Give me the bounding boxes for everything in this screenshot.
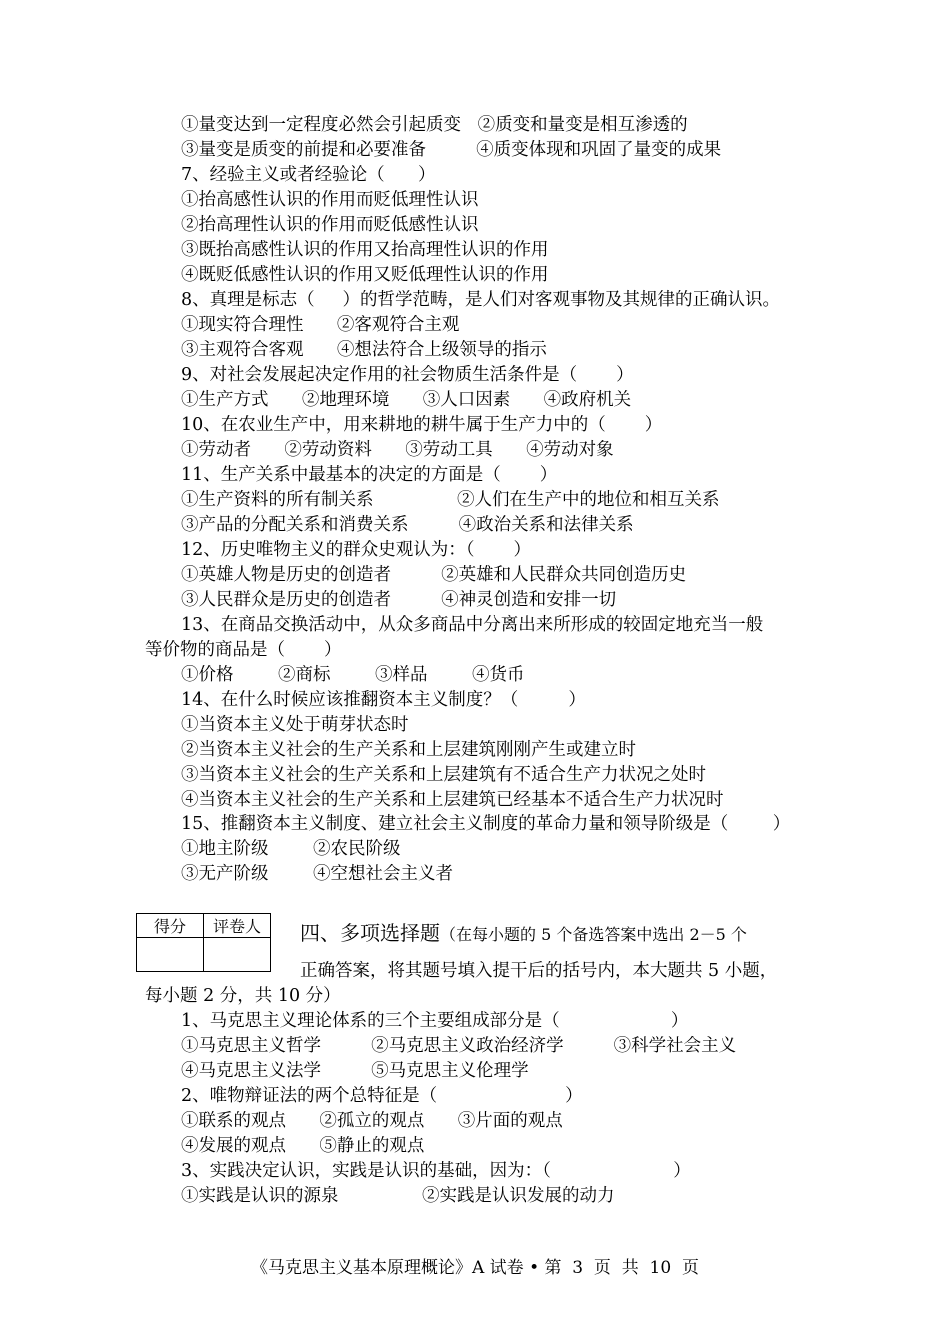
section-4-instruction-2: 正确答案，将其题号填入提干后的括号内，本大题共 5 小题，	[300, 961, 778, 981]
q9-stem: 9、对社会发展起决定作用的社会物质生活条件是（ ）	[181, 365, 634, 385]
q8-options-row1: ①现实符合理性 ②客观符合主观	[181, 315, 460, 335]
mq1-options-row1: ①马克思主义哲学 ②马克思主义政治经济学 ③科学社会主义	[181, 1036, 737, 1056]
q15-options-row2: ③无产阶级 ④空想社会主义者	[181, 864, 454, 884]
q15-stem: 15、推翻资本主义制度、建立社会主义制度的革命力量和领导阶级是（ ）	[181, 814, 791, 834]
q9-options: ①生产方式 ②地理环境 ③人口因素 ④政府机关	[181, 390, 632, 410]
q11-stem: 11、生产关系中最基本的决定的方面是（ ）	[181, 465, 558, 485]
grader-cell	[204, 938, 271, 972]
section-4-instruction-1: （在每小题的 5 个备选答案中选出 2－5 个	[440, 925, 747, 944]
q15-options-row1: ①地主阶级 ②农民阶级	[181, 839, 401, 859]
q12-options-row1: ①英雄人物是历史的创造者 ②英雄和人民群众共同创造历史	[181, 565, 687, 585]
section-4-title: 四、多项选择题	[300, 921, 440, 945]
q12-options-row2: ③人民群众是历史的创造者 ④神灵创造和安排一切	[181, 590, 617, 610]
mq3-options-row1: ①实践是认识的源泉 ②实践是认识发展的动力	[181, 1186, 615, 1206]
q6-options-row1: ①量变达到一定程度必然会引起质变 ②质变和量变是相互渗透的	[181, 115, 688, 135]
score-cell	[137, 938, 204, 972]
score-table	[136, 913, 271, 972]
q12-stem: 12、历史唯物主义的群众史观认为：（ ）	[181, 540, 531, 560]
q11-options-row2: ③产品的分配关系和消费关系 ④政治关系和法律关系	[181, 515, 634, 535]
q10-options: ①劳动者 ②劳动资料 ③劳动工具 ④劳动对象	[181, 440, 614, 460]
q7-option-1: ①抬高感性认识的作用而贬低理性认识	[181, 190, 479, 210]
mq2-stem: 2、唯物辩证法的两个总特征是（ ）	[181, 1086, 583, 1106]
q14-option-2: ②当资本主义社会的生产关系和上层建筑刚刚产生或建立时	[181, 740, 636, 760]
q14-option-4: ④当资本主义社会的生产关系和上层建筑已经基本不适合生产力状况时	[181, 790, 724, 810]
mq2-options-row2: ④发展的观点 ⑤静止的观点	[181, 1136, 425, 1156]
q7-option-3: ③既抬高感性认识的作用又抬高理性认识的作用	[181, 240, 549, 260]
mq2-options-row1: ①联系的观点 ②孤立的观点 ③片面的观点	[181, 1111, 563, 1131]
page-footer: 《马克思主义基本原理概论》A 试卷 • 第 3 页 共 10 页	[250, 1258, 699, 1278]
q14-option-3: ③当资本主义社会的生产关系和上层建筑有不适合生产力状况之处时	[181, 765, 706, 785]
q8-options-row2: ③主观符合客观 ④想法符合上级领导的指示	[181, 340, 547, 360]
q10-stem: 10、在农业生产中，用来耕地的耕牛属于生产力中的（ ）	[181, 415, 663, 435]
q14-stem: 14、在什么时候应该推翻资本主义制度？（ ）	[181, 690, 586, 710]
section-4-instruction-3: 每小题 2 分，共 10 分）	[145, 986, 341, 1006]
q13-stem: 13、在商品交换活动中，从众多商品中分离出来所形成的较固定地充当一般	[181, 615, 764, 635]
q7-option-4: ④既贬低感性认识的作用又贬低理性认识的作用	[181, 265, 549, 285]
mq1-options-row2: ④马克思主义法学 ⑤马克思主义伦理学	[181, 1061, 529, 1081]
q7-option-2: ②抬高理性认识的作用而贬低感性认识	[181, 215, 479, 235]
q13-options: ①价格 ②商标 ③样品 ④货币	[181, 665, 525, 685]
grader-header: 评卷人	[204, 914, 271, 938]
q7-stem: 7、经验主义或者经验论（ ）	[181, 165, 436, 185]
mq3-stem: 3、实践决定认识，实践是认识的基础，因为：（ ）	[181, 1161, 691, 1181]
mq1-stem: 1、马克思主义理论体系的三个主要组成部分是（ ）	[181, 1011, 689, 1031]
q13-stem-cont: 等价物的商品是（ ）	[145, 640, 342, 660]
q6-options-row2: ③量变是质变的前提和必要准备 ④质变体现和巩固了量变的成果	[181, 140, 722, 160]
score-header: 得分	[137, 914, 204, 938]
section-4-heading	[300, 922, 747, 946]
q11-options-row1: ①生产资料的所有制关系 ②人们在生产中的地位和相互关系	[181, 490, 720, 510]
q14-option-1: ①当资本主义处于萌芽状态时	[181, 715, 409, 735]
q8-stem: 8、真理是标志（ ）的哲学范畴，是人们对客观事物及其规律的正确认识。	[181, 290, 780, 310]
